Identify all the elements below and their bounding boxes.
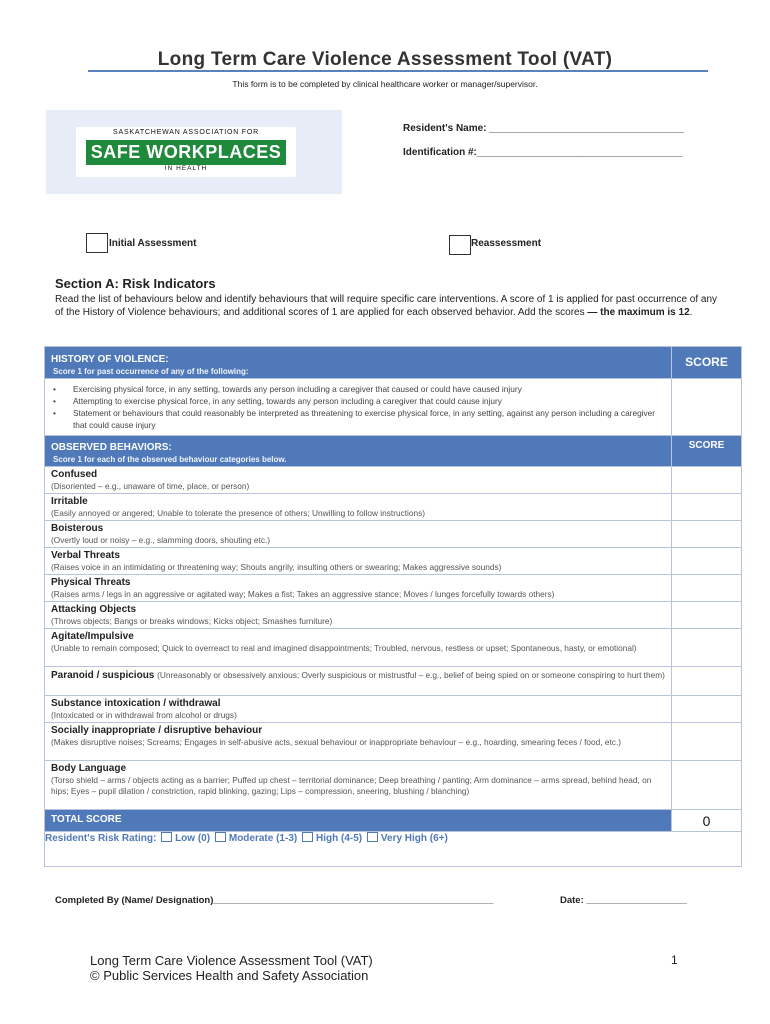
behaviour-desc: (Overtly loud or noisy – e.g., slamming doors, shouting etc.) (51, 535, 271, 545)
page-title: Long Term Care Violence Assessment Tool (VAT) (157, 49, 613, 70)
reassessment-checkbox[interactable] (449, 235, 471, 255)
behaviour-desc: (Unreasonably or obsessively anxious; Overly suspicious or mistrustful – e.g., belief of being spied on or someone conspiring to hurt them) (157, 670, 665, 680)
observed-header-row (45, 436, 742, 467)
risk-rating-cell (45, 832, 742, 867)
behaviour-name: Irritable (51, 496, 88, 507)
behaviour-name: Socially inappropriate / disruptive behaviour (51, 725, 263, 736)
behaviour-score-cell[interactable] (672, 723, 742, 761)
behaviour-desc: (Torso shield – arms / objects acting as a barrier; Puffed up chest – territorial dominance; Deep breathing / panting; Arm dominance – arms spread, behind head, on hips; Eyes – pupil dilation / constriction, rapid blinking, gazing; Lips – compression, sneering, blushing / blanching) (51, 775, 652, 796)
observed-title: OBSERVED BEHAVIORS: (51, 442, 172, 453)
behaviour-desc: (Unable to remain composed; Quick to overreact to real and imagined disappointments; Troubled, nervous, restless or upset; Spontaneous, hasty, or emotional) (51, 643, 637, 653)
behaviour-row (45, 494, 742, 521)
behaviour-row (45, 521, 742, 548)
behaviour-desc: (Raises arms / legs in an aggressive or agitated way; Makes a fist; Takes an aggressive stance; Moves / lunges forcefully towards others) (51, 589, 555, 599)
intro-end: . (689, 307, 693, 318)
behaviour-cell (45, 521, 672, 548)
rating-low-label: Low (0) (175, 833, 211, 844)
behaviour-row (45, 575, 742, 602)
rating-high-checkbox[interactable] (302, 832, 313, 842)
behaviour-name: Verbal Threats (51, 550, 120, 561)
behaviour-desc: (Raises voice in an intimidating or threatening way; Shouts angrily, insulting others or swearing; Makes aggressive sounds) (51, 562, 502, 572)
behaviour-row (45, 696, 742, 723)
behaviour-name: Body Language (51, 763, 127, 774)
footer-title: Long Term Care Violence Assessment Tool (VAT) (90, 953, 373, 968)
behaviour-desc: (Disoriented – e.g., unaware of time, place, or person) (51, 481, 250, 491)
rating-very-high-checkbox[interactable] (367, 832, 378, 842)
page-number: 1 (671, 953, 678, 967)
rating-high-label: High (4-5) (316, 833, 363, 844)
footer-copyright: © Public Services Health and Safety Association (90, 968, 369, 983)
title-underline (88, 70, 708, 72)
identification-field[interactable]: Identification #:_____________________________________ (403, 147, 683, 158)
intro-max-text: — the maximum is 12 (587, 307, 690, 318)
initial-assessment-label: Initial Assessment (109, 238, 197, 249)
observed-subtitle: Score 1 for each of the observed behaviour categories below. (53, 455, 287, 464)
logo-top-text: SASKATCHEWAN ASSOCIATION FOR (113, 129, 259, 136)
behaviour-row (45, 602, 742, 629)
history-item: • Statement or behaviours that could reasonably be interpreted as threatening to exercise physical force, in any setting, against any person including a caregiver that could cause injury (73, 407, 665, 431)
behaviour-desc: (Throws objects; Bangs or breaks windows; Kicks object; Smashes furniture) (51, 616, 333, 626)
history-items-row (45, 379, 742, 436)
total-score-value[interactable]: 0 (672, 810, 742, 832)
behaviour-cell (45, 575, 672, 602)
section-a-intro (55, 293, 725, 319)
behaviour-cell (45, 723, 672, 761)
behaviour-score-cell[interactable] (672, 696, 742, 723)
history-score-cell[interactable] (672, 379, 742, 436)
observed-score-header: SCORE (672, 436, 742, 467)
logo-bottom-text: IN HEALTH (164, 165, 208, 172)
section-a-title: Section A: Risk Indicators (55, 276, 216, 291)
behaviour-cell (45, 629, 672, 667)
history-title: HISTORY OF VIOLENCE: (51, 354, 169, 365)
risk-rating-row (45, 832, 742, 867)
reassessment-label: Reassessment (471, 238, 542, 249)
rating-moderate-checkbox[interactable] (215, 832, 226, 842)
behaviour-desc: (Intoxicated or in withdrawal from alcohol or drugs) (51, 710, 237, 720)
completed-by-field[interactable]: Completed By (Name/ Designation)_____________________________________________________ (55, 895, 494, 906)
behaviour-score-cell[interactable] (672, 494, 742, 521)
intro-text: Read the list of behaviours below and identify behaviours that will require specific care interventions. A score of 1 is applied for past occurrence of any of the History of Violence behaviours; and additional scores of 1 are applied for each observed behavior. Add the scores (55, 294, 718, 318)
resident-name-field[interactable]: Resident's Name: ___________________________________ (403, 123, 684, 134)
behaviour-score-cell[interactable] (672, 575, 742, 602)
behaviour-cell (45, 667, 672, 696)
behaviour-score-cell[interactable] (672, 761, 742, 810)
total-score-label: TOTAL SCORE (45, 810, 672, 832)
behaviour-desc: (Easily annoyed or angered; Unable to tolerate the presence of others; Unwilling to follow instructions) (51, 508, 426, 518)
behaviour-row (45, 723, 742, 761)
behaviour-row (45, 761, 742, 810)
behaviour-row (45, 629, 742, 667)
behaviour-cell (45, 548, 672, 575)
behaviour-cell (45, 761, 672, 810)
date-field[interactable]: Date: ___________________ (560, 895, 687, 906)
behaviour-score-cell[interactable] (672, 467, 742, 494)
history-items-cell (45, 379, 672, 436)
history-item: • Exercising physical force, in any setting, towards any person including a caregiver that caused or could have caused injury (73, 383, 665, 395)
observed-header (45, 436, 672, 467)
behaviour-cell (45, 467, 672, 494)
history-subtitle: Score 1 for past occurrence of any of the following: (53, 367, 249, 376)
behaviour-desc: (Makes disruptive noises; Screams; Engages in self-abusive acts, sexual behaviour or inappropriate behaviour – e.g., hoarding, smearing feces / food, etc.) (51, 737, 622, 747)
history-header-row (45, 347, 742, 379)
page-subtitle: This form is to be completed by clinical healthcare worker or manager/supervisor. (232, 79, 538, 89)
behaviour-row (45, 548, 742, 575)
history-item: • Attempting to exercise physical force, in any setting, towards any person including a caregiver that could cause injury (73, 395, 665, 407)
behaviour-name: Attacking Objects (51, 604, 137, 615)
behaviour-name: Agitate/Impulsive (51, 631, 134, 642)
behaviour-inline (45, 667, 671, 682)
rating-moderate-label: Moderate (1-3) (228, 833, 298, 844)
behaviour-name: Physical Threats (51, 577, 131, 588)
history-list (45, 379, 671, 435)
behaviour-score-cell[interactable] (672, 521, 742, 548)
risk-rating-label: Resident's Risk Rating: (45, 833, 157, 844)
behaviour-name: Confused (51, 469, 98, 480)
behaviour-cell (45, 696, 672, 723)
behaviour-name: Boisterous (51, 523, 104, 534)
behaviour-name: Paranoid / suspicious (51, 670, 155, 681)
behaviour-score-cell[interactable] (672, 602, 742, 629)
rating-very-high-label: Very High (6+) (380, 833, 448, 844)
logo-main-text: SAFE WORKPLACES (86, 140, 286, 165)
behaviour-score-cell[interactable] (672, 667, 742, 696)
total-score-row (45, 810, 742, 832)
behaviour-name: Substance intoxication / withdrawal (51, 698, 221, 709)
initial-assessment-checkbox[interactable] (86, 233, 108, 253)
rating-low-checkbox[interactable] (161, 832, 172, 842)
behaviour-row (45, 667, 742, 696)
behaviour-cell (45, 602, 672, 629)
behaviour-row (45, 467, 742, 494)
behaviour-score-cell[interactable] (672, 548, 742, 575)
history-score-header: SCORE (672, 347, 742, 379)
behaviour-cell (45, 494, 672, 521)
behaviour-score-cell[interactable] (672, 629, 742, 667)
history-header (45, 347, 672, 379)
assessment-table (44, 346, 742, 867)
